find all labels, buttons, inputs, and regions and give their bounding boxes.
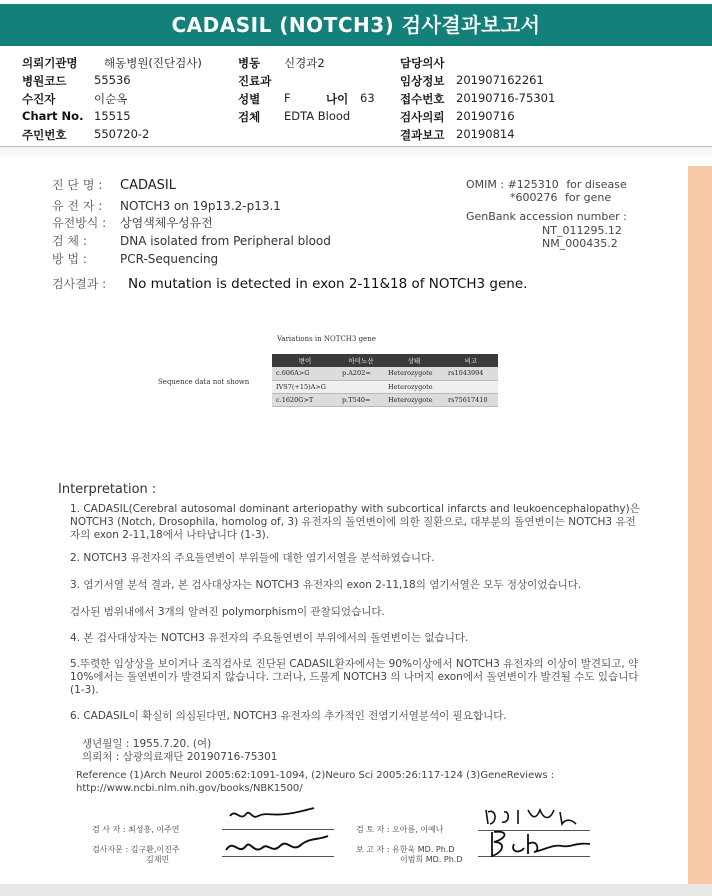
bottom-band <box>0 884 712 896</box>
variations-title: Variations in NOTCH3 gene <box>277 335 376 343</box>
meta-label: 검체 <box>238 110 261 124</box>
interpretation-item: 5.뚜렷한 임상상을 보이거나 조직검사로 진단된 CADASIL환자에서는 90%이상에서 NOTCH3 유전자의 이상이 발견되고, 약 10%에서는 돌연변이가 발견되지 않습니다. 그러나, 드물게 NOTCH3 의 나머지 exon에서 돌연변이가 발견될 수도 있습니다 (1-3). <box>70 658 639 696</box>
interpretation-item: 1. CADASIL(Cerebral autosomal dominant arteriopathy with subcortical infarcts and leukoencephalopathy)은 NOTCH3 (Notch, Drosophila, homolog of, 3) 유전자의 돌연변이에 의한 질환으로, 대부분의 돌연변이는 NOTCH3 유전자의 exon 2-11,18에서 나타납니다 (1-3). <box>70 503 640 541</box>
omim-disease-id: #125310 <box>507 178 559 191</box>
meta-row <box>22 91 702 108</box>
meta-label: 임상정보 <box>400 74 445 88</box>
meta-label: 병원코드 <box>22 74 67 88</box>
omim-block <box>466 178 627 204</box>
variations-table <box>272 354 498 407</box>
table-cell: rs1043994 <box>444 367 498 380</box>
info-label: 방 법 : <box>52 252 87 266</box>
meta-value: 20190716 <box>456 109 515 123</box>
meta-label: 접수번호 <box>400 92 445 106</box>
table-row <box>272 393 498 406</box>
column-header: 상태 <box>384 354 444 367</box>
meta-value: 15515 <box>94 109 131 123</box>
info-line <box>52 214 213 231</box>
interpretation-item: 2. NOTCH3 유전자의 주요돌연변이 부위들에 대한 염기서열을 분석하였습니다. <box>70 552 435 564</box>
scan-shadow <box>0 147 712 161</box>
meta-label: 수진자 <box>22 92 56 106</box>
advisor-signature <box>222 832 332 862</box>
referral-info: 의뢰처 : 삼광의료재단 20190716-75301 <box>82 751 278 763</box>
table-cell: Heterozygote <box>384 380 444 393</box>
meta-label: 의뢰기관명 <box>22 56 78 70</box>
interpretation-item: 6. CADASIL이 확실히 의심된다면, NOTCH3 유전자의 추가적인 전염기서열분석이 필요합니다. <box>70 710 507 722</box>
table-cell: Heterozygote <box>384 393 444 406</box>
table-cell: Heterozygote <box>384 367 444 380</box>
meta-value: 신경과2 <box>284 56 325 70</box>
meta-label: 검사의뢰 <box>400 110 445 124</box>
column-header: 비고 <box>444 354 498 367</box>
test-result <box>52 275 527 292</box>
info-value: PCR-Sequencing <box>120 252 219 266</box>
report-title: CADASIL (NOTCH3) 검사결과보고서 <box>0 4 712 46</box>
genbank-accession: NM_000435.2 <box>542 237 618 250</box>
table-cell: IVS7(+15)A>G <box>272 380 338 393</box>
table-header-row <box>272 354 498 367</box>
table-cell: c.1620G>T <box>272 393 338 406</box>
info-label: 유전방식 : <box>52 216 107 230</box>
omim-gene-id: *600276 <box>510 191 558 204</box>
examiner-signature <box>226 804 318 828</box>
meta-value: 해동병원(진단검사) <box>104 56 202 70</box>
reporter-label-2: 이범희 MD. Ph.D <box>400 855 463 864</box>
examiner-label: 검 사 자 : 최성흥, 이주연 <box>92 825 180 834</box>
meta-value: EDTA Blood <box>284 109 351 123</box>
meta-value: 20190814 <box>456 127 515 141</box>
table-cell <box>338 380 384 393</box>
patient-footer <box>82 738 277 764</box>
references: Reference (1)Arch Neurol 2005:62:1091-1094, (2)Neuro Sci 2005:26:117-124 (3)GeneReviews : http://www.ncbi.nlm.nih.gov/books/NBK1500/ <box>76 770 555 794</box>
sequence-note: Sequence data not shown <box>158 378 250 386</box>
birth-date: 생년월일 : 1955.7.20. (여) <box>82 738 212 750</box>
info-label: 검 체 : <box>52 234 87 248</box>
meta-value: 55536 <box>94 73 131 87</box>
info-label: 진 단 명 : <box>52 178 103 192</box>
table-cell <box>444 380 498 393</box>
scan-edge-strip <box>688 166 712 886</box>
meta-value: 550720-2 <box>94 127 150 141</box>
meta-label: 성별 <box>238 92 261 106</box>
meta-label: Chart No. <box>22 109 84 123</box>
meta-value: 이순옥 <box>94 92 128 106</box>
table-cell: c.606A>G <box>272 367 338 380</box>
genbank-label: GenBank accession number : <box>466 210 627 223</box>
info-value: DNA isolated from Peripheral blood <box>120 234 331 248</box>
table-row <box>272 367 498 380</box>
meta-label: 결과보고 <box>400 128 445 142</box>
info-value: CADASIL <box>120 178 176 193</box>
result-value: No mutation is detected in exon 2-11&18 of NOTCH3 gene. <box>128 276 528 292</box>
meta-label: 담당의사 <box>400 56 445 70</box>
info-label: 유 전 자 : <box>52 199 103 213</box>
info-line <box>52 232 331 249</box>
table-row <box>272 380 498 393</box>
meta-value: F <box>284 91 291 105</box>
advisor-label: 검사자문 : 김구환,이진주 <box>92 845 180 854</box>
interpretation-title: Interpretation : <box>58 482 157 497</box>
meta-row <box>22 73 702 90</box>
info-line <box>52 250 218 267</box>
meta-row <box>22 109 702 126</box>
interpretation-item: 4. 본 검사대상자는 NOTCH3 유전자의 주요돌연변이 부위에서의 돌연변이는 없습니다. <box>70 632 469 644</box>
meta-value: 201907162261 <box>456 73 544 87</box>
info-line <box>52 197 281 214</box>
info-value: NOTCH3 on 19p13.2-p13.1 <box>120 199 281 213</box>
meta-label: 나이 <box>326 92 349 106</box>
meta-value: 63 <box>360 91 375 105</box>
omim-label: OMIM : <box>466 178 505 191</box>
interpretation-item: 3. 염기서열 분석 결과, 본 검사대상자는 NOTCH3 유전자의 exon 2-11,18의 염기서열은 모두 정상이었습니다. <box>70 579 582 591</box>
signature-line <box>222 829 334 830</box>
table-cell: p.T540= <box>338 393 384 406</box>
genbank-accession: NT_011295.12 <box>542 224 622 237</box>
reviewer-label: 검 토 자 : 오아름, 이예나 <box>356 825 444 834</box>
interpretation-item: 검사된 범위내에서 3개의 알려진 polymorphism이 관찰되었습니다. <box>70 606 385 618</box>
column-header: 아미노산 <box>338 354 384 367</box>
reviewer-signature <box>480 804 580 830</box>
meta-value: 20190716-75301 <box>456 91 556 105</box>
reporter-signature <box>484 828 594 862</box>
meta-row <box>22 127 702 144</box>
omim-disease-note: for disease <box>566 178 627 191</box>
result-label: 검사결과 : <box>52 277 107 291</box>
column-header: 변이 <box>272 354 338 367</box>
info-value: 상염색체우성유전 <box>120 216 213 230</box>
meta-row <box>22 55 702 72</box>
reporter-label: 보 고 자 : 유한욱 MD. Ph.D <box>356 845 455 854</box>
info-line <box>52 176 176 193</box>
table-cell: rs75617410 <box>444 393 498 406</box>
table-cell: p.A202= <box>338 367 384 380</box>
meta-label: 진료과 <box>238 74 272 88</box>
omim-gene-note: for gene <box>565 191 612 204</box>
meta-label: 병동 <box>238 56 261 70</box>
advisor-label-2: 김재민 <box>146 855 170 864</box>
meta-label: 주민번호 <box>22 128 67 142</box>
genbank-block <box>466 210 627 250</box>
